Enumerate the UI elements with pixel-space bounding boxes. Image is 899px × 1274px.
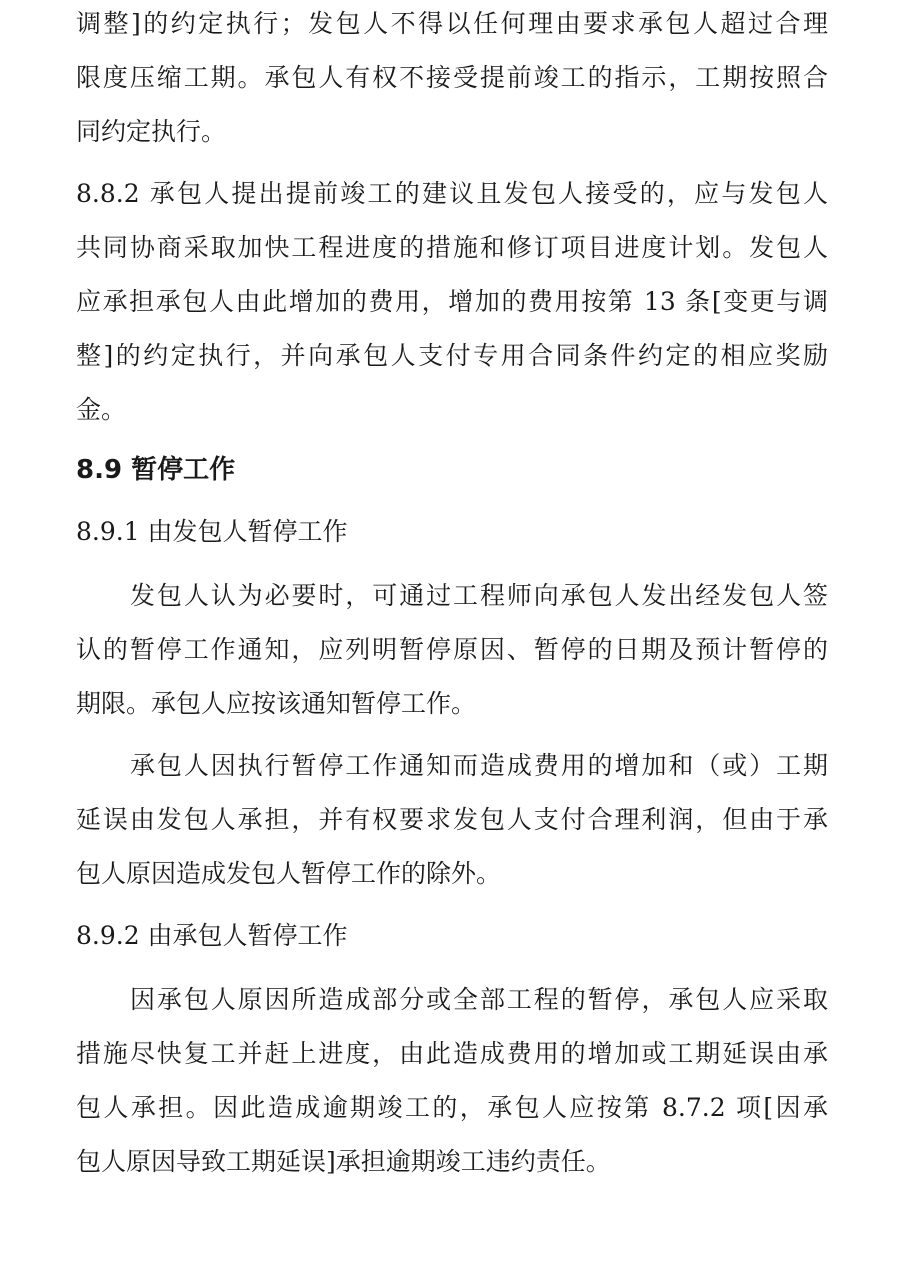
paragraph-line: 共同协商采取加快工程进度的措施和修订项目进度计划。发包人 [76,233,828,262]
paragraph-line: 认的暂停工作通知，应列明暂停原因、暂停的日期及预计暂停的 [76,635,828,664]
paragraph-line: 包人原因导致工期延误]承担逾期竣工违约责任。 [76,1147,611,1176]
paragraph-line: 金。 [76,395,127,424]
paragraph-line: 措施尽快复工并赶上进度，由此造成费用的增加或工期延误由承 [76,1039,828,1068]
paragraph-line: 因承包人原因所造成部分或全部工程的暂停，承包人应采取 [130,985,828,1014]
section-heading-8-9: 8.9 暂停工作 [76,455,236,485]
clause-8-8-2-line: 8.8.2 承包人提出提前竣工的建议且发包人接受的，应与发包人 [76,179,828,208]
paragraph-line: 同约定执行。 [76,117,227,146]
paragraph-line: 整]的约定执行，并向承包人支付专用合同条件约定的相应奖励 [76,341,828,370]
paragraph-line: 承包人因执行暂停工作通知而造成费用的增加和（或）工期 [130,751,828,780]
paragraph-line: 包人原因造成发包人暂停工作的除外。 [76,859,502,888]
paragraph-line: 应承担承包人由此增加的费用，增加的费用按第 13 条[变更与调 [76,287,828,316]
paragraph-line: 延误由发包人承担，并有权要求发包人支付合理利润，但由于承 [76,805,828,834]
paragraph-line: 调整]的约定执行；发包人不得以任何理由要求承包人超过合理 [76,9,828,38]
paragraph-line: 期限。承包人应按该通知暂停工作。 [76,689,477,718]
paragraph-line: 发包人认为必要时，可通过工程师向承包人发出经发包人签 [130,581,828,610]
subsection-heading-8-9-1: 8.9.1 由发包人暂停工作 [76,517,348,546]
paragraph-line: 限度压缩工期。承包人有权不接受提前竣工的指示，工期按照合 [76,63,828,92]
subsection-heading-8-9-2: 8.9.2 由承包人暂停工作 [76,921,348,950]
paragraph-line: 包人承担。因此造成逾期竣工的，承包人应按第 8.7.2 项[因承 [76,1093,828,1122]
